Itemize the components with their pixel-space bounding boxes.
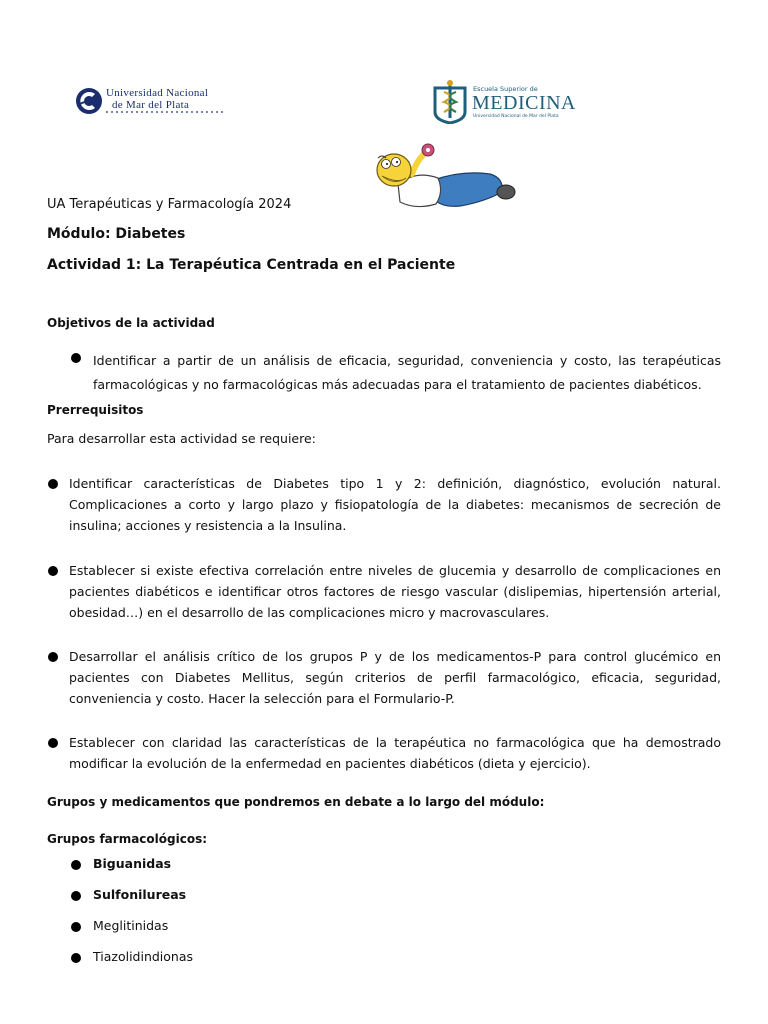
prerequisite-item: Establecer con claridad las características de la terapéutica no farmacológica que ha demostrado modificar la evolución de la enfermedad en pacientes diabéticos (dieta y ejercicio).: [69, 735, 721, 771]
medicina-shield-icon: [432, 78, 468, 124]
bullet-icon: [71, 891, 81, 901]
unmdp-logo-line2: de Mar del Plata: [112, 99, 190, 111]
medicina-logo-title: MEDICINA: [472, 92, 576, 114]
drug-group-item: Biguanidas: [93, 856, 172, 871]
drug-group-item: Meglitinidas: [93, 918, 169, 933]
prerequisite-item: Desarrollar el análisis crítico de los grupos P y de los medicamentos-P para control glucémico en pacientes con Diabetes Mellitus, según criterios de perfil farmacológico, eficacia, seguridad, conveniencia y costo. Hacer la selección para el Formulario-P.: [69, 649, 721, 706]
bullet-icon: [48, 566, 58, 576]
prerequisites-heading: Prerrequisitos: [47, 403, 144, 417]
activity-title: Actividad 1: La Terapéutica Centrada en el Paciente: [47, 257, 456, 273]
unmdp-emblem-icon: [74, 86, 104, 116]
medicina-logo-tiny-text: Universidad Nacional de Mar del Plata: [473, 114, 559, 119]
objectives-heading: Objetivos de la actividad: [47, 316, 215, 330]
unmdp-logo-line1: Universidad Nacional: [106, 87, 209, 99]
objective-item: Identificar a partir de un análisis de eficacia, seguridad, conveniencia y costo, las terapéuticas farmacológicas y no farmacológicas más adecuadas para el tratamiento de pacientes diabéticos.: [93, 353, 721, 392]
course-title: UA Terapéuticas y Farmacología 2024: [47, 197, 292, 212]
bullet-icon: [71, 860, 81, 870]
homer-lying-illustration: [372, 140, 516, 212]
pharmacological-groups-heading: Grupos farmacológicos:: [47, 832, 208, 846]
escuela-superior-medicina-logo: [432, 78, 576, 126]
drug-group-item: Tiazolidindionas: [93, 949, 194, 964]
bullet-icon: [71, 922, 81, 932]
module-title: Módulo: Diabetes: [47, 226, 186, 242]
prerequisite-item: Identificar características de Diabetes tipo 1 y 2: definición, diagnóstico, evolución natural. Complicaciones a corto y largo plazo y fisiopatología de la diabetes: mecanismos de secreción de insulina; acciones y resistencia a la Insulina.: [69, 476, 721, 533]
bullet-icon: [48, 738, 58, 748]
prerequisite-item: Establecer si existe efectiva correlación entre niveles de glucemia y desarrollo de complicaciones en pacientes diabéticos e identificar otros factores de riesgo vascular (dislipemias, hipertensión arterial, obesidad…) en el desarrollo de las complicaciones micro y macrovasculares.: [69, 563, 721, 620]
unmdp-logo-dotted-rule: [106, 111, 226, 113]
universidad-nacional-mar-del-plata-logo: [74, 84, 234, 120]
groups-heading: Grupos y medicamentos que pondremos en debate a lo largo del módulo:: [47, 795, 545, 809]
drug-group-item: Sulfonilureas: [93, 887, 187, 902]
bullet-icon: [71, 953, 81, 963]
medicina-logo-small-text: Escuela Superior de: [473, 85, 538, 93]
bullet-icon: [48, 652, 58, 662]
prerequisites-intro: Para desarrollar esta actividad se requiere:: [47, 431, 316, 446]
bullet-icon: [71, 353, 81, 363]
bullet-icon: [48, 479, 58, 489]
